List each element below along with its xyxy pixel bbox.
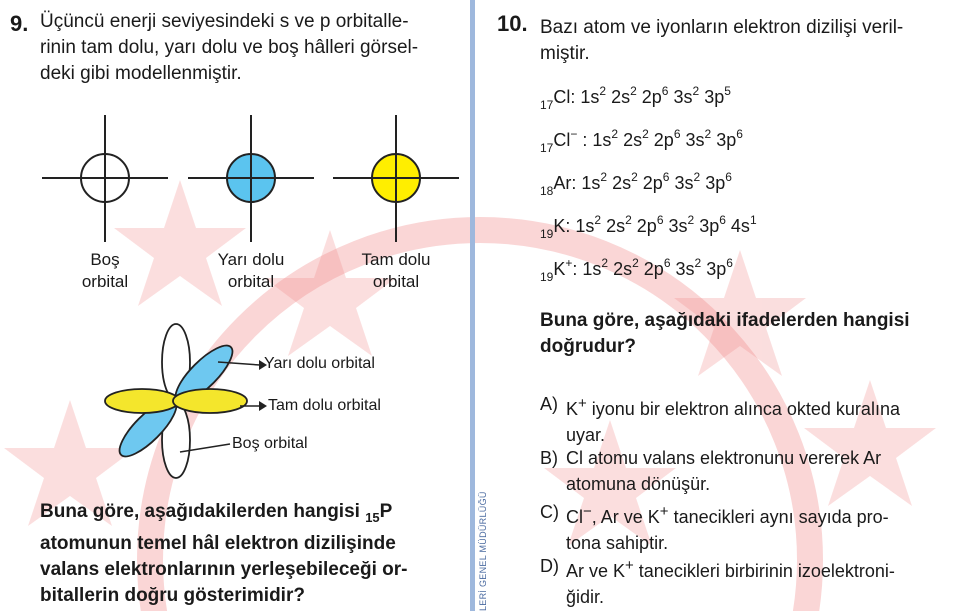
q9-element-sub: 15: [365, 509, 380, 525]
option-letter: C): [540, 502, 559, 522]
config-ar: $_{18}$Ar: $1s^2$ $2s^2$ $2p^6$ $3s^2$ $3p^6$: [540, 170, 732, 198]
side-text: LERİ GENEL MÜDÜRLÜĞÜ: [478, 491, 488, 611]
column-divider: [470, 0, 475, 611]
full-orbital-icon: [333, 115, 459, 242]
q9-number: 9.: [10, 11, 29, 36]
full-lobe-label: Tam dolu orbital: [268, 397, 381, 414]
option-b[interactable]: [540, 445, 970, 497]
config-cl-ion: $_{17}$Cl− : $1s^2$ $2s^2$ $2p^6$ $3s^2$ $3p^6$: [540, 127, 743, 155]
option-text: Ar ve K+ tanecikleri birbirinin izoelektroni- ğidir.: [566, 557, 895, 607]
option-letter: A): [540, 394, 558, 414]
empty-lobe-label: Boş orbital: [232, 435, 308, 452]
option-letter: D): [540, 556, 559, 576]
s-orbital-models: [0, 110, 470, 250]
option-text: K+ iyonu bir elektron alınca okted kuralına uyar.: [566, 395, 900, 445]
option-d[interactable]: [540, 553, 970, 605]
q10-question: Buna göre, aşağıdaki ifadelerden hangisi doğrudur?: [540, 310, 910, 357]
half-filled-orbital-icon: [188, 115, 314, 242]
half-lobe-label: Yarı dolu orbital: [264, 355, 375, 372]
empty-orbital-icon: [42, 115, 168, 242]
q9-text: Üçüncü enerji seviyesindeki s ve p orbitalle- rinin tam dolu, yarı dolu ve boş hâlleri görsel- deki gibi modellenmiştir.: [40, 11, 419, 84]
half-orbital-label: Yarı dolu orbital: [217, 250, 285, 291]
config-k: $_{19}$K: $1s^2$ $2s^2$ $2p^6$ $3s^2$ $3p^6$ $4s^1$: [540, 213, 757, 241]
q10-text: Bazı atom ve iyonların elektron dizilişi veril- miştir.: [540, 17, 904, 64]
option-c[interactable]: [540, 499, 970, 551]
q9-element: P: [379, 501, 393, 522]
p-orbital-diagram: [100, 322, 260, 492]
full-orbital-label: Tam dolu orbital: [361, 250, 431, 291]
option-letter: B): [540, 448, 558, 468]
q9-question-rest: atomunun temel hâl elektron dizilişinde valans elektronlarının yerleşebileceği or- bitallerin doğru gösterimidir?: [40, 532, 408, 606]
config-cl: $_{17}$Cl: $1s^2$ $2s^2$ $2p^6$ $3s^2$ $3p^5$: [540, 84, 731, 112]
q10-number: 10.: [497, 11, 528, 36]
option-a[interactable]: [540, 391, 970, 443]
option-text: Cl atomu valans elektronunu vererek Ar atomuna dönüşür.: [566, 448, 882, 494]
empty-orbital-label: Boş orbital: [81, 250, 129, 291]
config-k-ion: $_{19}$K+: $1s^2$ $2s^2$ $2p^6$ $3s^2$ $3p^6$: [540, 256, 733, 284]
q9-question-line1: Buna göre, aşağıdakilerden hangisi: [40, 501, 366, 522]
option-text: Cl−, Ar ve K+ tanecikleri aynı sayıda pro- tona sahiptir.: [566, 503, 889, 553]
q9-question: [40, 499, 470, 609]
